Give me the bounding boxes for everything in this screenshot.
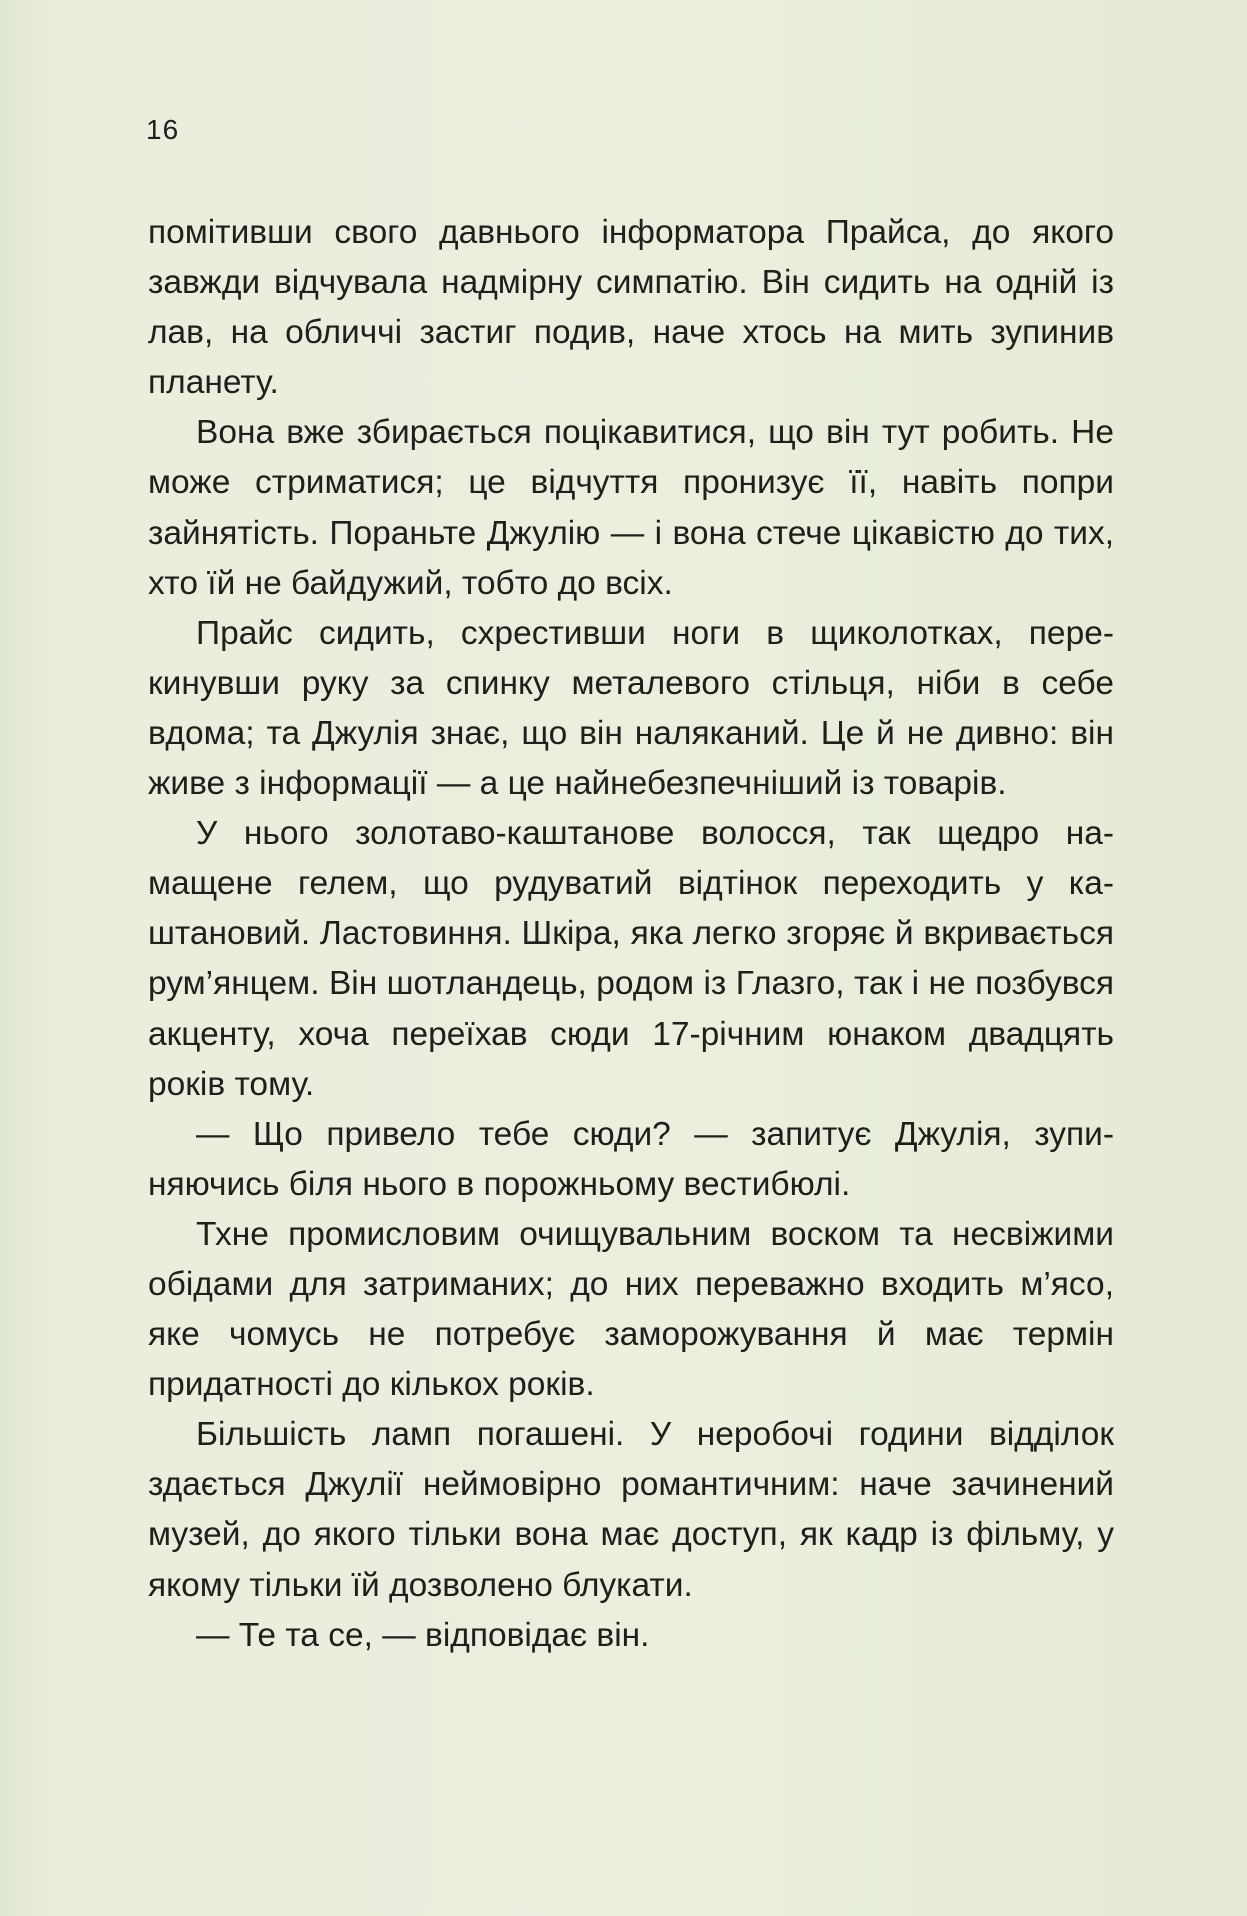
body-text: [148, 208, 1114, 1661]
paragraph-5: — Що привело тебе сюди? — запитує Джулія, зупиняючись біля нього в порожньому вестибюлі.: [148, 1115, 1114, 1203]
paragraph-7: Більшість ламп погашені. У неробочі години відділок здається Джулії неймовірно романтичним: наче зачинений музей, до якого тільки вона має доступ, як кадр із фільму, у якому тільки їй дозволено блукати.: [148, 1416, 1114, 1604]
paragraph-8: — Те та се, — відповідає він.: [196, 1616, 650, 1654]
paragraph-4: У нього золотаво-каштанове волосся, так щедро намащене гелем, що рудуватий відтінок переходить у каштановий. Ластовиння. Шкіра, яка легко згоряє й вкривається рум’янцем. Він шотландець, родом із Глазго, так і не позбувся акценту, хоча переїхав сюди 17-річним юнаком двадцять років тому.: [148, 815, 1114, 1103]
paragraph-6: Тхне промисловим очищувальним воском та несвіжими обідами для затриманих; до них переважно входить м’ясо, яке чомусь не потребує заморожування й має термін придатності до кількох років.: [148, 1215, 1114, 1404]
paragraph-3: Прайс сидить, схрестивши ноги в щиколотках, перекинувши руку за спинку металевого стільця, ніби в себе вдома; та Джулія знає, що він наляканий. Це й не дивно: він живе з інформації — а це найнебезпечніший із товарів.: [148, 614, 1114, 803]
paragraph-1: помітивши свого давнього інформатора Прайса, до якого завжди відчувала надмірну симпатію. Він сидить на одній із лав, на обличчі застиг подив, наче хтось на мить зупинив планету.: [148, 214, 1114, 402]
page-number: 16: [146, 114, 180, 145]
paragraph-2: Вона вже збирається поцікавитися, що він тут робить. Не може стриматися; це відчуття пронизує її, навіть попри зайнятість. Пораньте Джулію — і вона стече цікавістю до тих, хто їй не байдужий, тобто до всіх.: [148, 414, 1114, 602]
